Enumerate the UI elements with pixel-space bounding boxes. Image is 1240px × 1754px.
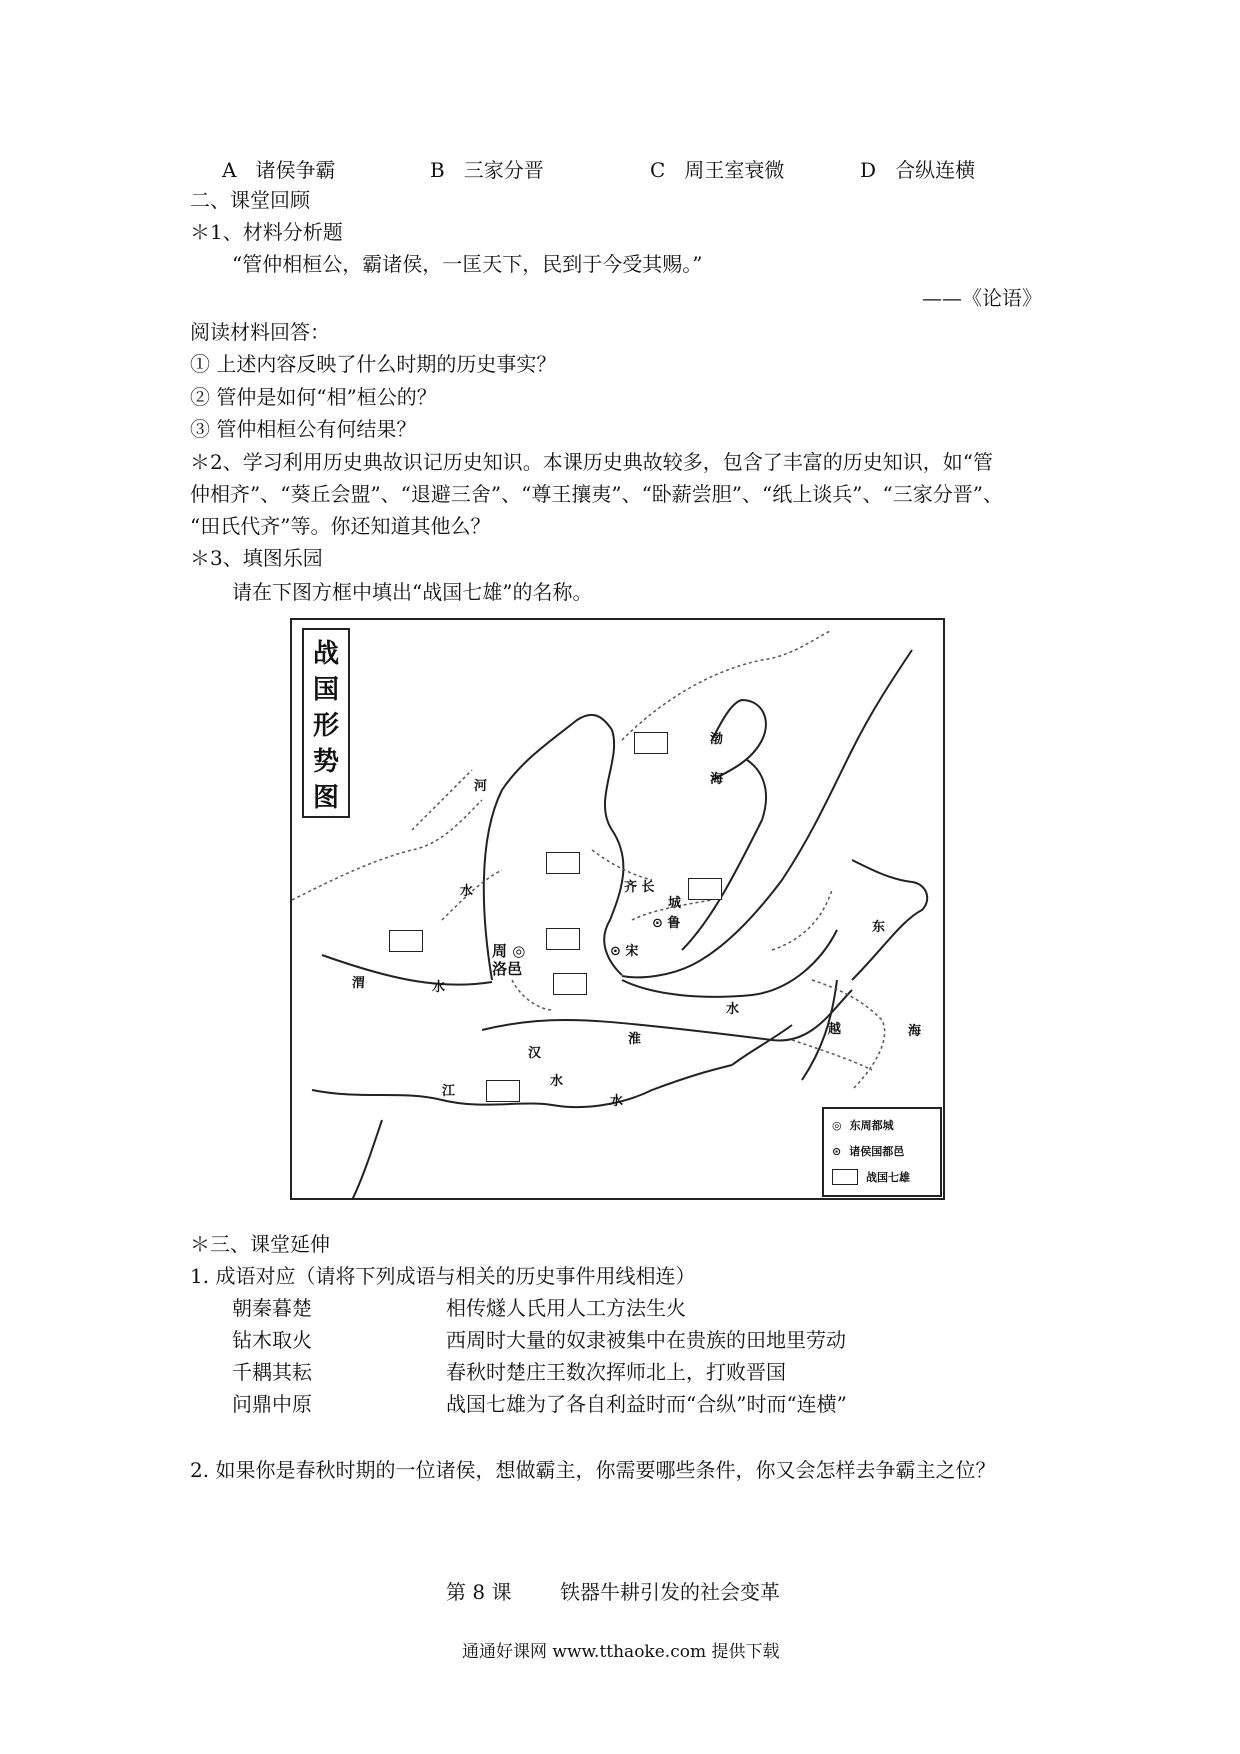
state-box-qi[interactable] [688, 878, 722, 900]
q1-source: ——《论语》 [922, 286, 1042, 310]
s3-q2: 2. 如果你是春秋时期的一位诸侯，想做霸主，你需要哪些条件，你又会怎样去争霸主之位？ [190, 1458, 996, 1482]
q1-item-2: ② 管仲是如何“相”桓公的？ [190, 385, 437, 409]
map-label-wei-river: 渭 [352, 976, 366, 991]
state-box-yan[interactable] [634, 732, 668, 754]
state-box-wei[interactable] [546, 928, 580, 950]
map-label-bo: 渤 [710, 732, 724, 747]
state-box-zhao[interactable] [546, 852, 580, 874]
event-4[interactable]: 战国七雄为了各自利益时而“合纵”时而“连横” [446, 1392, 847, 1416]
legend-capital: ◎ 东周都城 [832, 1118, 894, 1132]
idiom-2[interactable]: 钻木取火 [232, 1328, 312, 1352]
map-label-shui-3: 水 [726, 1002, 740, 1017]
map-label-dong: 东 [872, 920, 886, 935]
map-label-shui: 水 [460, 884, 474, 899]
footer: 通通好课网 www.tthaoke.com 提供下载 [462, 1642, 780, 1662]
q1-prompt: 阅读材料回答： [190, 320, 330, 344]
event-2[interactable]: 西周时大量的奴隶被集中在贵族的田地里劳动 [446, 1328, 846, 1352]
event-3[interactable]: 春秋时楚庄王数次挥师北上，打败晋国 [446, 1360, 786, 1384]
q2-line-3: “田氏代齐”等。你还知道其他么？ [190, 514, 491, 538]
q1-quote: “管仲相桓公，霸诸侯，一匡天下，民到于今受其赐。” [232, 252, 703, 276]
double-circle-icon: ◎ [832, 1118, 842, 1132]
map-label-lu: ⊙ 鲁 [652, 916, 681, 931]
option-b: B 三家分晋 [430, 158, 544, 182]
map-label-hai: 海 [710, 772, 724, 787]
option-a: A 诸侯争霸 [222, 158, 336, 182]
map-label-jiang: 江 [442, 1084, 456, 1099]
map-label-luoyi: 洛邑 [492, 960, 523, 978]
map-label-he: 河 [474, 779, 488, 794]
idiom-4[interactable]: 问鼎中原 [232, 1392, 312, 1416]
map-label-hai-2: 海 [908, 1024, 922, 1039]
idiom-1[interactable]: 朝秦暮楚 [232, 1296, 312, 1320]
map-legend [822, 1107, 942, 1197]
map-label-shui-2: 水 [432, 980, 446, 995]
state-box-han[interactable] [553, 973, 587, 995]
q3-instruction: 请在下图方框中填出“战国七雄”的名称。 [232, 580, 593, 604]
lesson-number: 第 8 课 [446, 1580, 512, 1604]
lesson-name: 铁器牛耕引发的社会变革 [560, 1580, 780, 1604]
map-label-zhou: 周 ◎ [492, 942, 526, 960]
warring-states-map [290, 618, 945, 1200]
state-box-qin[interactable] [389, 930, 423, 952]
map-label-han: 汉 [528, 1046, 542, 1061]
map-label-song: ⊙ 宋 [610, 944, 639, 959]
q1-item-1: ① 上述内容反映了什么时期的历史事实？ [190, 352, 557, 376]
map-label-yue: 越 [828, 1022, 842, 1037]
dot-circle-icon: ⊙ [832, 1144, 842, 1158]
event-1[interactable]: 相传燧人氏用人工方法生火 [446, 1296, 686, 1320]
map-label-huai: 淮 [628, 1032, 642, 1047]
option-c: C 周王室衰微 [650, 158, 785, 182]
section2-heading: 二、课堂回顾 [190, 188, 310, 212]
legend-box: 战国七雄 [832, 1169, 910, 1185]
q2-line-1: ＊2、学习利用历史典故识记历史知识。本课历史典故较多，包含了丰富的历史知识，如“管 [190, 450, 993, 474]
idiom-3[interactable]: 千耦其耘 [232, 1360, 312, 1384]
map-label-qichang: 齐 长 [624, 880, 655, 895]
s3-q1-title: 1. 成语对应（请将下列成语与相关的历史事件用线相连） [190, 1264, 696, 1288]
section3-heading: ＊三、课堂延伸 [190, 1232, 330, 1256]
q1-title: ＊1、材料分析题 [190, 220, 343, 244]
map-label-shui-5: 水 [610, 1094, 624, 1109]
empty-box-icon [832, 1169, 858, 1185]
q3-title: ＊3、填图乐园 [190, 546, 323, 570]
map-label-shui-4: 水 [550, 1074, 564, 1089]
map-title: 战 国 形 势 图 [302, 628, 350, 818]
q1-item-3: ③ 管仲相桓公有何结果？ [190, 417, 417, 441]
q2-line-2: 仲相齐”、“葵丘会盟”、“退避三舍”、“尊王攘夷”、“卧薪尝胆”、“纸上谈兵”、“三家分晋”、 [190, 482, 1003, 506]
option-d: D 合纵连横 [860, 158, 976, 182]
state-box-chu[interactable] [486, 1080, 520, 1102]
map-label-cheng: 城 [668, 896, 682, 911]
legend-city: ⊙ 诸侯国都邑 [832, 1144, 905, 1158]
